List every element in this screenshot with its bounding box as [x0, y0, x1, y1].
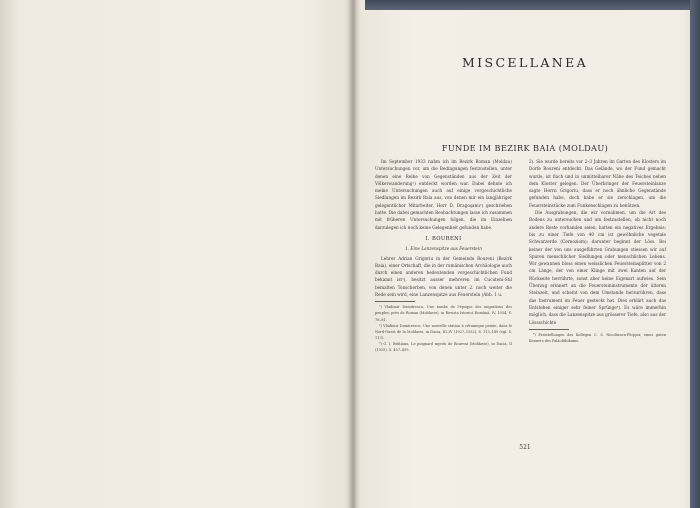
footnote: ¹) Vladimir Dumitrescu, Une tombe de l'époque des migrations des peuples, près de Roman (Moldavie), in Revista Istorică Română, IV, 1934, S. 76–81. — [375, 305, 512, 322]
footnote-rule — [375, 301, 415, 302]
body-paragraph: Lehrer Adrian Grigoriu in der Gemeinde Boureni (Bezirk Baia), einer Ortschaft, die in der rumänischen Archäologie auch durch einen anderen bedeutenden vorgeschichtlichen Fund bekannt ist³), besitzt ausser mehreren im Cucuteni-Stil bemalten Tonscherben, von denen unter 2. noch weiter die Rede sein wird, eine Lanzenspitze aus Feuerstein (Abb. 1 u. — [375, 255, 512, 298]
article-title: FUNDE IM BEZIRK BAIA (MOLDAU) — [441, 143, 609, 153]
subsection-heading: 1. Eine Lanzenspitze aus Feuerstein — [405, 246, 482, 252]
section-heading: I. BOURENI — [425, 235, 462, 242]
footnotes-left — [375, 304, 512, 353]
book-cover-edge-right — [690, 0, 700, 508]
footnotes-right — [529, 332, 666, 344]
page-number: 521 — [519, 444, 531, 451]
footnote: ⁴) Feststellungen des Kollegen C. S. Nicolăescu-Plopşor, eines guten Kenners des Paläolithikums. — [529, 332, 666, 343]
right-column — [529, 158, 666, 344]
section-title: MISCELLANEA — [461, 55, 589, 70]
footnote: ³) G. I. Brătianu, Le poignard mycén de Boureni (Moldavie), in Dacia, II (1925), S. 457–459. — [375, 341, 512, 352]
left-column — [375, 158, 512, 353]
footnote-rule — [529, 329, 569, 330]
intro-paragraph: Im September 1933 nahm ich im Bezirk Roman (Moldau) Untersuchungen vor, um die Bedingungen festzustellen, unter denen eine Reihe von Gegenständen aus der Zeit der Völkerwanderung¹) entdeckt worden war. Dabei dehnte ich meine Untersuchungen auch auf einige vorgeschichtliche Siedlungen im Bezirk Baia aus, von denen mir ein langjähriger gelegentlicher Mitarbeiter, Herr D. Dragoşanu²) geschrieben hatte. Die dabei gemachten Beobachtungen lasse ich zusammen mit früheren Untersuchungen folgen, die im Einzelnen darzulegen ich noch keine Gelegenheit gefunden habe. — [375, 159, 512, 230]
book-cover-edge — [365, 0, 700, 10]
footnote: ²) Vladimir Dumitrescu, Une nouvelle station à céramique peinte, dans le Nord-Ouest de la Moldavie, in Dacia, III–IV (1927–1932), S. 113–149 (vgl. S. 113). — [375, 323, 512, 340]
body-paragraph: Die Ausgrabungen, die wir vornahmen, um die Art des Bodens zu untersuchen und um festzustellen, ob nicht noch andere Reste vorhanden seien, hatten ein negatives Ergebnis: bis zu einer Tiefe von 40 cm ist gewöhnliche vegetale Schwarzerde (Cernoziom); darunter beginnt der Löss. Bei keiner der von uns ausgeführten Grabungen stiessen wir auf Spuren menschlicher Siedlungen oder menschlichen Lebens. Wir gewannen bloss einen weisslichen Feuersteinsplitter von 2 cm Länge, der von einer Klinge mit zwei Kanten auf der Rückseite herrührte, sonst aber keine Eigenart aufwies. Sein Überzug erinnert an die Feuersteininstrumente der älteren Steinzeit, und scheint von dem Umstande herzurühren, dass das Instrument im Feuer gesteckt hat. Dies erklärt auch das Entstehen einiger sehr feiner Sprünge⁴). Es wäre immerhin möglich, dass die Lanzenspitze aus grösserer Tiefe, also aus der Lössschichte — [529, 210, 666, 325]
body-paragraph: 2). Sie wurde bereits vor 2–3 Jahren im Garten des Klosters im Dorfe Boureni entdeckt. Das Gelände, wo der Fund gemacht wurde, ist flach und in unmittelbarer Nähe des Teiches neben dem Kloster gelegen. Der Überbringer der Feuersteinlanze sagte Herrn Grigoriu, dass er noch ähnliche Gegenstände gefunden habe, doch habe er sie zerschlagen, um die Feuersteinstücke zum Funkenschlagen zu benützen. — [529, 159, 666, 208]
book-gutter — [348, 0, 358, 508]
